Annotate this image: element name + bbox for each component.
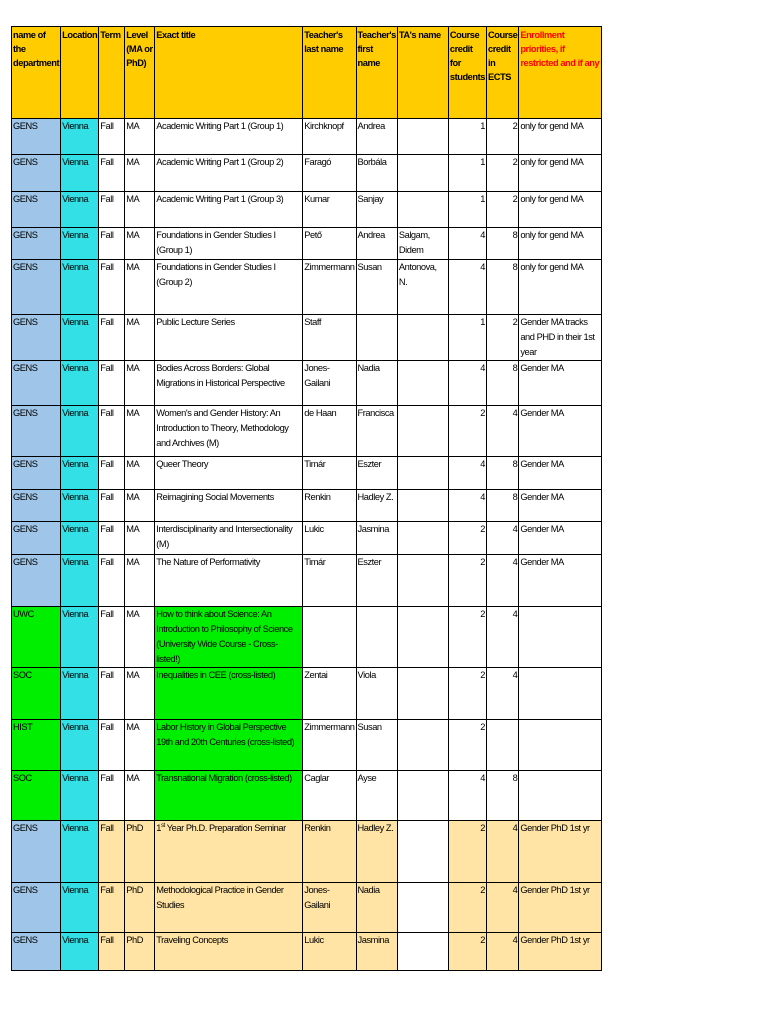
level-cell: MA: [125, 522, 155, 555]
course-title-cell: Methodological Practice in Gender Studies: [155, 883, 303, 933]
header-credit-ects: Course credit in ECTS: [486, 27, 518, 119]
course-title-cell: Public Lecture Series: [155, 315, 303, 361]
enrollment-priority-cell: [519, 607, 602, 668]
teacher-last-name-cell: Renkin: [303, 490, 356, 522]
credit-students-cell: 1: [448, 192, 486, 228]
teacher-last-name-cell: Kirchknopf: [303, 119, 356, 155]
course-title-cell: [155, 821, 303, 883]
credit-ects-cell: 4: [486, 933, 518, 971]
department-cell: GENS: [12, 228, 61, 260]
course-title-superscript: st: [161, 822, 165, 829]
term-cell: Fall: [99, 119, 125, 155]
teacher-last-name-cell: Zimmermann: [303, 260, 356, 315]
ta-name-cell: [397, 155, 448, 192]
table-row: [12, 555, 602, 607]
department-cell: UWC: [12, 607, 61, 668]
enrollment-priority-cell: Gender MA: [519, 490, 602, 522]
location-cell: Vienna: [61, 933, 99, 971]
credit-ects-cell: 4: [486, 555, 518, 607]
department-cell: GENS: [12, 406, 61, 457]
department-cell: GENS: [12, 119, 61, 155]
enrollment-priority-cell: Gender MA tracks and PHD in their 1st year: [519, 315, 602, 361]
teacher-first-name-cell: Andrea: [356, 119, 397, 155]
table-row: [12, 490, 602, 522]
level-cell: MA: [125, 720, 155, 771]
teacher-first-name-cell: Andrea: [356, 228, 397, 260]
level-cell: MA: [125, 361, 155, 406]
enrollment-priority-cell: only for gend MA: [519, 192, 602, 228]
course-title-cell: Women's and Gender History: An Introduction to Theory, Methodology and Archives (M): [155, 406, 303, 457]
level-cell: MA: [125, 119, 155, 155]
course-title-cell: Queer Theory: [155, 457, 303, 490]
credit-ects-cell: 2: [486, 119, 518, 155]
table-row: [12, 607, 602, 668]
credit-ects-cell: 8: [486, 771, 518, 821]
credit-students-cell: 4: [448, 457, 486, 490]
term-cell: Fall: [99, 821, 125, 883]
credit-ects-cell: 2: [486, 192, 518, 228]
level-cell: PhD: [125, 883, 155, 933]
ta-name-cell: [397, 490, 448, 522]
teacher-first-name-cell: Jasmina: [356, 933, 397, 971]
header-credit-students: Course credit for students: [448, 27, 486, 119]
term-cell: Fall: [99, 522, 125, 555]
course-title-cell: Academic Writing Part 1 (Group 2): [155, 155, 303, 192]
enrollment-priority-cell: Gender PhD 1st yr: [519, 933, 602, 971]
location-cell: Vienna: [61, 668, 99, 720]
ta-name-cell: [397, 883, 448, 933]
credit-ects-cell: [486, 720, 518, 771]
table-row: [12, 883, 602, 933]
course-title-cell: Academic Writing Part 1 (Group 1): [155, 119, 303, 155]
location-cell: Vienna: [61, 771, 99, 821]
credit-students-cell: 2: [448, 555, 486, 607]
header-term: Term: [99, 27, 125, 119]
level-cell: PhD: [125, 821, 155, 883]
credit-ects-cell: 2: [486, 315, 518, 361]
teacher-first-name-cell: Eszter: [356, 457, 397, 490]
credit-ects-cell: 4: [486, 668, 518, 720]
ta-name-cell: [397, 315, 448, 361]
credit-ects-cell: 8: [486, 228, 518, 260]
table-row: [12, 406, 602, 457]
term-cell: Fall: [99, 406, 125, 457]
ta-name-cell: [397, 119, 448, 155]
teacher-last-name-cell: Faragó: [303, 155, 356, 192]
credit-students-cell: 4: [448, 361, 486, 406]
enrollment-priority-cell: Gender PhD 1st yr: [519, 821, 602, 883]
enrollment-priority-cell: only for gend MA: [519, 119, 602, 155]
enrollment-priority-cell: [519, 668, 602, 720]
location-cell: Vienna: [61, 155, 99, 192]
department-cell: GENS: [12, 933, 61, 971]
header-location: Location: [61, 27, 99, 119]
credit-students-cell: 2: [448, 668, 486, 720]
ta-name-cell: [397, 720, 448, 771]
location-cell: Vienna: [61, 119, 99, 155]
location-cell: Vienna: [61, 821, 99, 883]
header-teacher-last: Teacher's last name: [303, 27, 356, 119]
credit-students-cell: 2: [448, 821, 486, 883]
teacher-first-name-cell: Nadia: [356, 883, 397, 933]
teacher-first-name-cell: Nadia: [356, 361, 397, 406]
table-row: [12, 821, 602, 883]
teacher-first-name-cell: [356, 315, 397, 361]
ta-name-cell: [397, 771, 448, 821]
level-cell: MA: [125, 406, 155, 457]
enrollment-priority-cell: Gender MA: [519, 522, 602, 555]
course-title-cell: Bodies Across Borders: Global Migrations in Historical Perspective: [155, 361, 303, 406]
course-title-cell: Foundations in Gender Studies I (Group 1): [155, 228, 303, 260]
enrollment-priority-cell: only for gend MA: [519, 228, 602, 260]
term-cell: Fall: [99, 192, 125, 228]
credit-students-cell: 4: [448, 260, 486, 315]
term-cell: Fall: [99, 883, 125, 933]
level-cell: MA: [125, 490, 155, 522]
enrollment-priority-cell: Gender MA: [519, 555, 602, 607]
term-cell: Fall: [99, 720, 125, 771]
teacher-last-name-cell: Timár: [303, 555, 356, 607]
department-cell: GENS: [12, 192, 61, 228]
location-cell: Vienna: [61, 720, 99, 771]
credit-students-cell: 4: [448, 771, 486, 821]
location-cell: Vienna: [61, 883, 99, 933]
location-cell: Vienna: [61, 315, 99, 361]
location-cell: Vienna: [61, 457, 99, 490]
table-row: [12, 228, 602, 260]
table-row: [12, 771, 602, 821]
term-cell: Fall: [99, 361, 125, 406]
level-cell: MA: [125, 771, 155, 821]
teacher-last-name-cell: Jones-Gailani: [303, 361, 356, 406]
header-priorities: Enrollment priorities, if restricted and if any: [519, 27, 602, 119]
header-department: name of the department: [12, 27, 61, 119]
credit-ects-cell: 8: [486, 490, 518, 522]
header-title: Exact title: [155, 27, 303, 119]
teacher-last-name-cell: Jones-Gailani: [303, 883, 356, 933]
term-cell: Fall: [99, 490, 125, 522]
department-cell: SOC: [12, 771, 61, 821]
table-row: [12, 192, 602, 228]
level-cell: MA: [125, 668, 155, 720]
enrollment-priority-cell: Gender PhD 1st yr: [519, 883, 602, 933]
credit-students-cell: 2: [448, 522, 486, 555]
location-cell: Vienna: [61, 192, 99, 228]
term-cell: Fall: [99, 155, 125, 192]
teacher-first-name-cell: Viola: [356, 668, 397, 720]
department-cell: GENS: [12, 457, 61, 490]
credit-students-cell: 4: [448, 490, 486, 522]
teacher-last-name-cell: Zentai: [303, 668, 356, 720]
level-cell: PhD: [125, 933, 155, 971]
term-cell: Fall: [99, 607, 125, 668]
ta-name-cell: [397, 607, 448, 668]
enrollment-priority-cell: [519, 720, 602, 771]
credit-ects-cell: 4: [486, 522, 518, 555]
term-cell: Fall: [99, 457, 125, 490]
credit-ects-cell: 8: [486, 457, 518, 490]
table-row: [12, 315, 602, 361]
department-cell: SOC: [12, 668, 61, 720]
course-title-cell: Interdisciplinarity and Intersectionality (M): [155, 522, 303, 555]
level-cell: MA: [125, 555, 155, 607]
term-cell: Fall: [99, 771, 125, 821]
department-cell: GENS: [12, 821, 61, 883]
table-row: [12, 457, 602, 490]
department-cell: GENS: [12, 883, 61, 933]
table-row: [12, 668, 602, 720]
credit-ects-cell: 4: [486, 821, 518, 883]
teacher-first-name-cell: Susan: [356, 260, 397, 315]
course-title-cell: Reimagining Social Movements: [155, 490, 303, 522]
course-table: [11, 26, 602, 971]
table-row: [12, 933, 602, 971]
ta-name-cell: [397, 522, 448, 555]
credit-students-cell: 4: [448, 228, 486, 260]
teacher-last-name-cell: [303, 607, 356, 668]
ta-name-cell: Antonova, N.: [397, 260, 448, 315]
term-cell: Fall: [99, 555, 125, 607]
teacher-first-name-cell: [356, 607, 397, 668]
level-cell: MA: [125, 228, 155, 260]
course-title-cell: Academic Writing Part 1 (Group 3): [155, 192, 303, 228]
credit-students-cell: 1: [448, 315, 486, 361]
teacher-last-name-cell: Timár: [303, 457, 356, 490]
table-row: [12, 260, 602, 315]
credit-students-cell: 2: [448, 933, 486, 971]
location-cell: Vienna: [61, 228, 99, 260]
table-row: [12, 522, 602, 555]
enrollment-priority-cell: Gender MA: [519, 457, 602, 490]
department-cell: GENS: [12, 155, 61, 192]
teacher-first-name-cell: Ayse: [356, 771, 397, 821]
level-cell: MA: [125, 260, 155, 315]
level-cell: MA: [125, 457, 155, 490]
level-cell: MA: [125, 155, 155, 192]
term-cell: Fall: [99, 315, 125, 361]
ta-name-cell: [397, 933, 448, 971]
teacher-first-name-cell: Borbála: [356, 155, 397, 192]
table-row: [12, 361, 602, 406]
location-cell: Vienna: [61, 555, 99, 607]
teacher-first-name-cell: Francisca: [356, 406, 397, 457]
teacher-last-name-cell: Staff: [303, 315, 356, 361]
table-row: [12, 119, 602, 155]
ta-name-cell: [397, 406, 448, 457]
department-cell: GENS: [12, 315, 61, 361]
credit-students-cell: 2: [448, 406, 486, 457]
header-level: Level (MA or PhD): [125, 27, 155, 119]
header-teacher-first: Teacher's first name: [356, 27, 397, 119]
ta-name-cell: [397, 457, 448, 490]
term-cell: Fall: [99, 260, 125, 315]
ta-name-cell: [397, 668, 448, 720]
teacher-last-name-cell: Lukic: [303, 522, 356, 555]
teacher-last-name-cell: de Haan: [303, 406, 356, 457]
credit-ects-cell: 4: [486, 607, 518, 668]
location-cell: Vienna: [61, 607, 99, 668]
term-cell: Fall: [99, 933, 125, 971]
teacher-last-name-cell: Lukic: [303, 933, 356, 971]
teacher-last-name-cell: Zimmermann: [303, 720, 356, 771]
level-cell: MA: [125, 192, 155, 228]
table-row: [12, 155, 602, 192]
ta-name-cell: [397, 821, 448, 883]
teacher-first-name-cell: Sanjay: [356, 192, 397, 228]
ta-name-cell: [397, 192, 448, 228]
course-title-cell: Labor History in Global Perspective 19th and 20th Centuries (cross-listed): [155, 720, 303, 771]
table-row: [12, 720, 602, 771]
enrollment-priority-cell: Gender MA: [519, 406, 602, 457]
teacher-last-name-cell: Renkin: [303, 821, 356, 883]
teacher-first-name-cell: Susan: [356, 720, 397, 771]
enrollment-priority-cell: [519, 771, 602, 821]
ta-name-cell: Salgam, Didem: [397, 228, 448, 260]
level-cell: MA: [125, 315, 155, 361]
teacher-last-name-cell: Caglar: [303, 771, 356, 821]
course-title-cell: Foundations in Gender Studies I (Group 2): [155, 260, 303, 315]
enrollment-priority-cell: Gender MA: [519, 361, 602, 406]
credit-students-cell: 2: [448, 607, 486, 668]
ta-name-cell: [397, 361, 448, 406]
department-cell: GENS: [12, 490, 61, 522]
credit-students-cell: 1: [448, 119, 486, 155]
course-title-cell: The Nature of Performativity: [155, 555, 303, 607]
enrollment-priority-cell: only for gend MA: [519, 260, 602, 315]
course-title-cell: How to think about Science: An Introduction to Philosophy of Science (University Wide Course - Cross-listed!): [155, 607, 303, 668]
credit-students-cell: 2: [448, 883, 486, 933]
location-cell: Vienna: [61, 490, 99, 522]
department-cell: GENS: [12, 555, 61, 607]
department-cell: GENS: [12, 361, 61, 406]
header-row: [12, 27, 602, 119]
teacher-last-name-cell: Pető: [303, 228, 356, 260]
teacher-last-name-cell: Kumar: [303, 192, 356, 228]
ta-name-cell: [397, 555, 448, 607]
course-title-text: Year Ph.D. Preparation Seminar: [164, 823, 286, 833]
location-cell: Vienna: [61, 361, 99, 406]
location-cell: Vienna: [61, 406, 99, 457]
credit-ects-cell: 4: [486, 406, 518, 457]
teacher-first-name-cell: Hadley Z.: [356, 821, 397, 883]
teacher-first-name-cell: Hadley Z.: [356, 490, 397, 522]
enrollment-priority-cell: only for gend MA: [519, 155, 602, 192]
department-cell: GENS: [12, 260, 61, 315]
header-ta: TA's name: [397, 27, 448, 119]
teacher-first-name-cell: Eszter: [356, 555, 397, 607]
credit-students-cell: 1: [448, 155, 486, 192]
course-title-cell: Transnational Migration (cross-listed): [155, 771, 303, 821]
department-cell: HIST: [12, 720, 61, 771]
course-title-prefix: 1: [156, 823, 161, 833]
term-cell: Fall: [99, 668, 125, 720]
credit-ects-cell: 2: [486, 155, 518, 192]
department-cell: GENS: [12, 522, 61, 555]
level-cell: MA: [125, 607, 155, 668]
location-cell: Vienna: [61, 260, 99, 315]
course-title-cell: Inequalities in CEE (cross-listed): [155, 668, 303, 720]
term-cell: Fall: [99, 228, 125, 260]
credit-ects-cell: 8: [486, 361, 518, 406]
course-title-cell: Traveling Concepts: [155, 933, 303, 971]
credit-ects-cell: 8: [486, 260, 518, 315]
credit-students-cell: 2: [448, 720, 486, 771]
teacher-first-name-cell: Jasmina: [356, 522, 397, 555]
credit-ects-cell: 4: [486, 883, 518, 933]
location-cell: Vienna: [61, 522, 99, 555]
